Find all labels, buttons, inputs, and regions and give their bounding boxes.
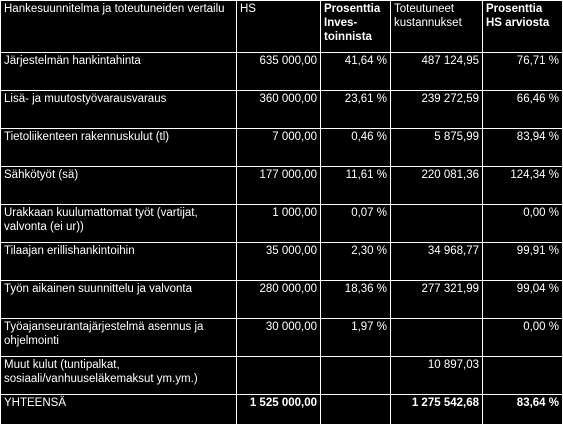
row-label: Muut kulut (tuntipalkat, sosiaali/vanhuuseläkemaksut ym.ym.) xyxy=(1,357,237,395)
table-row xyxy=(1,53,563,91)
hs-value: 360 000,00 xyxy=(237,91,321,129)
actual-cost-value: 487 124,95 xyxy=(391,53,483,91)
percent-investment-value: 2,30 % xyxy=(321,243,391,281)
header-cell-actual-costs: Toteutuneet kustannukset xyxy=(391,1,483,53)
table-row xyxy=(1,243,563,281)
hs-value: 177 000,00 xyxy=(237,167,321,205)
row-label: Sähkötyöt (sä) xyxy=(1,167,237,205)
table-row xyxy=(1,319,563,357)
hs-value xyxy=(237,357,321,395)
header-cell-description: Hankesuunnitelma ja toteutuneiden vertailu xyxy=(1,1,237,53)
table-row xyxy=(1,91,563,129)
actual-cost-value: 220 081,36 xyxy=(391,167,483,205)
total-label: YHTEENSÄ xyxy=(1,395,237,425)
percent-investment-value: 23,61 % xyxy=(321,91,391,129)
table-row xyxy=(1,167,563,205)
percent-investment-value: 1,97 % xyxy=(321,319,391,357)
percent-hs-value: 0,00 % xyxy=(483,205,563,243)
actual-cost-value: 277 321,99 xyxy=(391,281,483,319)
percent-investment-value: 11,61 % xyxy=(321,167,391,205)
percent-hs-value: 124,34 % xyxy=(483,167,563,205)
percent-hs-value: 83,94 % xyxy=(483,129,563,167)
row-label: Tietoliikenteen rakennuskulut (tl) xyxy=(1,129,237,167)
actual-cost-value: 5 875,99 xyxy=(391,129,483,167)
row-label: Urakkaan kuulumattomat työt (vartijat, valvonta (ei ur)) xyxy=(1,205,237,243)
row-label: Työajanseurantajärjestelmä asennus ja ohjelmointi xyxy=(1,319,237,357)
total-percent-investment-value xyxy=(321,395,391,425)
table-row xyxy=(1,129,563,167)
percent-hs-value: 99,91 % xyxy=(483,243,563,281)
hs-value: 280 000,00 xyxy=(237,281,321,319)
actual-cost-value: 239 272,59 xyxy=(391,91,483,129)
actual-cost-value: 10 897,03 xyxy=(391,357,483,395)
percent-hs-value: 76,71 % xyxy=(483,53,563,91)
row-label: Tilaajan erillishankintoihin xyxy=(1,243,237,281)
percent-hs-value: 99,04 % xyxy=(483,281,563,319)
hs-value: 30 000,00 xyxy=(237,319,321,357)
row-label: Lisä- ja muutostyövarausvaraus xyxy=(1,91,237,129)
table-row xyxy=(1,357,563,395)
percent-hs-value: 0,00 % xyxy=(483,319,563,357)
header-cell-hs: HS xyxy=(237,1,321,53)
percent-investment-value: 0,07 % xyxy=(321,205,391,243)
percent-hs-value xyxy=(483,357,563,395)
row-label: Työn aikainen suunnittelu ja valvonta xyxy=(1,281,237,319)
actual-cost-value xyxy=(391,205,483,243)
hs-value: 635 000,00 xyxy=(237,53,321,91)
percent-investment-value xyxy=(321,357,391,395)
total-percent-hs-value: 83,64 % xyxy=(483,395,563,425)
total-row xyxy=(1,395,563,425)
percent-hs-value: 66,46 % xyxy=(483,91,563,129)
hs-value: 1 000,00 xyxy=(237,205,321,243)
percent-investment-value: 18,36 % xyxy=(321,281,391,319)
row-label: Järjestelmän hankintahinta xyxy=(1,53,237,91)
header-cell-percent-investment: Prosenttia Inves-toinnista xyxy=(321,1,391,53)
table-row xyxy=(1,205,563,243)
table-row xyxy=(1,281,563,319)
total-hs-value: 1 525 000,00 xyxy=(237,395,321,425)
hs-value: 35 000,00 xyxy=(237,243,321,281)
actual-cost-value: 34 968,77 xyxy=(391,243,483,281)
actual-cost-value xyxy=(391,319,483,357)
header-row xyxy=(1,1,563,53)
percent-investment-value: 41,64 % xyxy=(321,53,391,91)
header-cell-percent-hs: Prosenttia HS arviosta xyxy=(483,1,563,53)
hs-value: 7 000,00 xyxy=(237,129,321,167)
percent-investment-value: 0,46 % xyxy=(321,129,391,167)
total-actual-cost-value: 1 275 542,68 xyxy=(391,395,483,425)
